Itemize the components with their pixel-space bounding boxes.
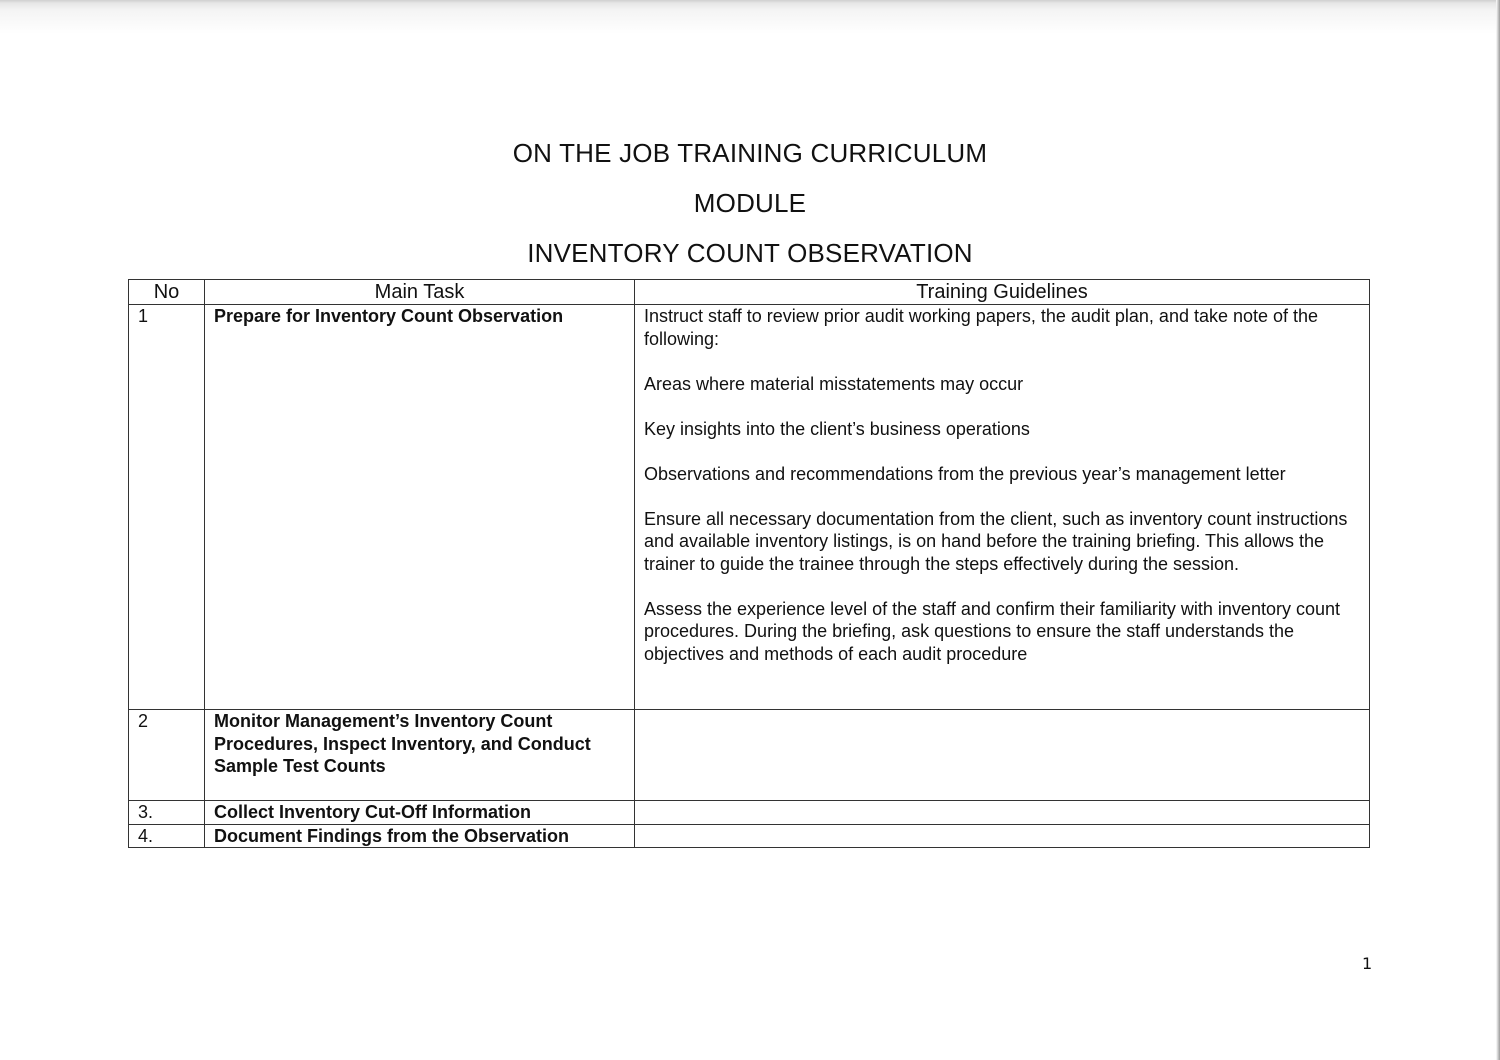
page-number: 1 (1362, 954, 1373, 973)
row-number: 3. (129, 801, 205, 825)
table-header-row (129, 280, 1370, 305)
guideline-paragraph: Areas where material misstatements may occur (644, 373, 1024, 394)
guideline-paragraph: Instruct staff to review prior audit working papers, the audit plan, and take note of the following: (644, 306, 1319, 349)
column-header-no: No (129, 280, 205, 305)
scan-edge-top (0, 0, 1500, 34)
table-row (129, 305, 1370, 710)
table-row (129, 710, 1370, 801)
training-guidelines-cell (635, 824, 1370, 848)
row-number: 4. (129, 824, 205, 848)
row-number: 1 (129, 305, 205, 710)
guideline-paragraph: Observations and recommendations from the previous year’s management letter (644, 463, 1286, 484)
column-header-main-task: Main Task (205, 280, 635, 305)
table-row (129, 801, 1370, 825)
column-header-training-guidelines: Training Guidelines (635, 280, 1370, 305)
guideline-paragraph: Key insights into the client’s business operations (644, 418, 1030, 439)
main-task-cell: Monitor Management’s Inventory Count Procedures, Inspect Inventory, and Conduct Sample Test Counts (205, 710, 635, 801)
training-guidelines-cell (635, 801, 1370, 825)
document-subtitle-module: MODULE (693, 188, 807, 218)
main-task-cell: Document Findings from the Observation (205, 824, 635, 848)
curriculum-table (128, 279, 1370, 848)
document-title: ON THE JOB TRAINING CURRICULUM (512, 138, 988, 168)
training-guidelines-cell (635, 710, 1370, 801)
table-row (129, 824, 1370, 848)
guideline-paragraph: Assess the experience level of the staff and confirm their familiarity with inventory count procedures. During the briefing, ask questions to ensure the staff understands the objectives and methods of each audit procedure (644, 598, 1340, 664)
training-guidelines-cell (635, 305, 1370, 710)
module-name: INVENTORY COUNT OBSERVATION (527, 238, 973, 268)
main-task-cell: Prepare for Inventory Count Observation (205, 305, 635, 710)
row-number: 2 (129, 710, 205, 801)
main-task-cell: Collect Inventory Cut-Off Information (205, 801, 635, 825)
document-title-block (0, 128, 1500, 278)
guideline-paragraph: Ensure all necessary documentation from the client, such as inventory count instructions and available inventory listings, is on hand before the training briefing. This allows the trainer to guide the trainee through the steps effectively during the session. (644, 508, 1348, 574)
